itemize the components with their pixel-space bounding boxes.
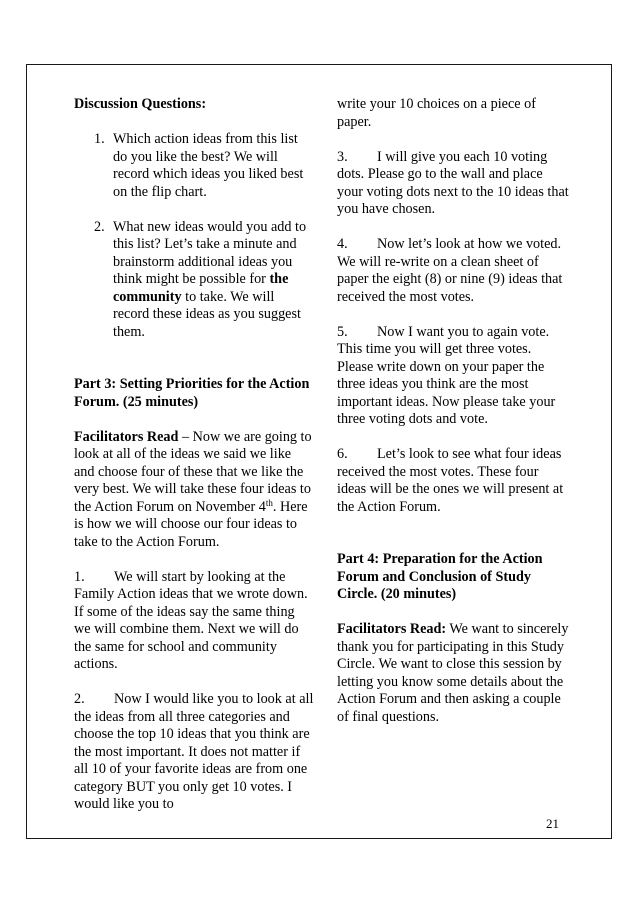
step-item [337, 149, 569, 219]
step-number: 1. [74, 568, 85, 585]
step-number: 4. [337, 236, 348, 252]
discussion-questions-list [74, 131, 314, 341]
question-number: 1. [94, 131, 105, 147]
right-column [337, 96, 569, 726]
step-text: Let’s look to see what four ideas received the most votes. These four ideas will be the ones we will present at the Action Forum. [337, 446, 564, 515]
step-item [74, 569, 314, 674]
question-number: 2. [94, 218, 105, 235]
question-text: Which action ideas from this list do you like the best? We will record which ideas you liked best on the flip chart. [113, 131, 304, 200]
facilitator-read-paragraph: Facilitators Read – Now we are going to look at all of the ideas we said we like and choose four of these that we like the very best. We will take these four ideas to the Action Forum on November 4th. Here is how we will choose our four ideas to take to the Action Forum. [74, 428, 312, 550]
step-item [74, 691, 314, 814]
page-number: 21 [546, 816, 559, 831]
step-item [337, 236, 569, 306]
question-item [74, 131, 314, 201]
step-number: 5. [337, 323, 348, 340]
step-item [337, 446, 569, 516]
part3-heading: Part 3: Setting Priorities for the Action Forum. (25 minutes) [74, 376, 310, 410]
step-item [337, 324, 569, 429]
step-number: 2. [74, 691, 85, 707]
step-text: Now I want you to again vote. This time you will get three votes. Please write down on your paper the three ideas you think are the most important ideas. Now please take your three voting dots and vote. [337, 323, 556, 427]
question-item [74, 219, 314, 342]
step-text: We will start by looking at the Family Action ideas that we wrote down. If some of the ideas say the same thing we will combine them. Next we will do the same for school and community actions. [74, 568, 308, 672]
step-text: I will give you each 10 voting dots. Please go to the wall and place your voting dots next to the 10 ideas that you have chosen. [337, 148, 569, 217]
step-number: 3. [337, 148, 348, 165]
facilitator-read-paragraph: Facilitators Read: We want to sincerely thank you for participating in this Study Circle. We want to close this session by letting you know some details about the Action Forum and then asking a couple of final questions. [337, 621, 569, 725]
continued-text: write your 10 choices on a piece of paper. [337, 96, 536, 130]
step-text: Now I would like you to look at all the ideas from all three categories and choose the top 10 ideas that you think are the most important. It does not matter if all 10 of your favorite ideas are from one category BUT you only get 10 votes. I would like you to [74, 691, 314, 812]
question-text: What new ideas would you add to this list? Let’s take a minute and brainstorm additional ideas you think might be possible for the community to take. We will record these ideas as you suggest them. [113, 218, 307, 340]
step-number: 6. [337, 446, 348, 462]
discussion-heading: Discussion Questions: [74, 96, 207, 112]
step-text: Now let’s look at how we voted. We will re-write on a clean sheet of paper the eight (8) or nine (9) ideas that received the most votes. [337, 236, 563, 305]
part4-heading: Part 4: Preparation for the Action Forum and Conclusion of Study Circle. (20 minutes) [337, 551, 543, 602]
left-column [74, 96, 314, 814]
